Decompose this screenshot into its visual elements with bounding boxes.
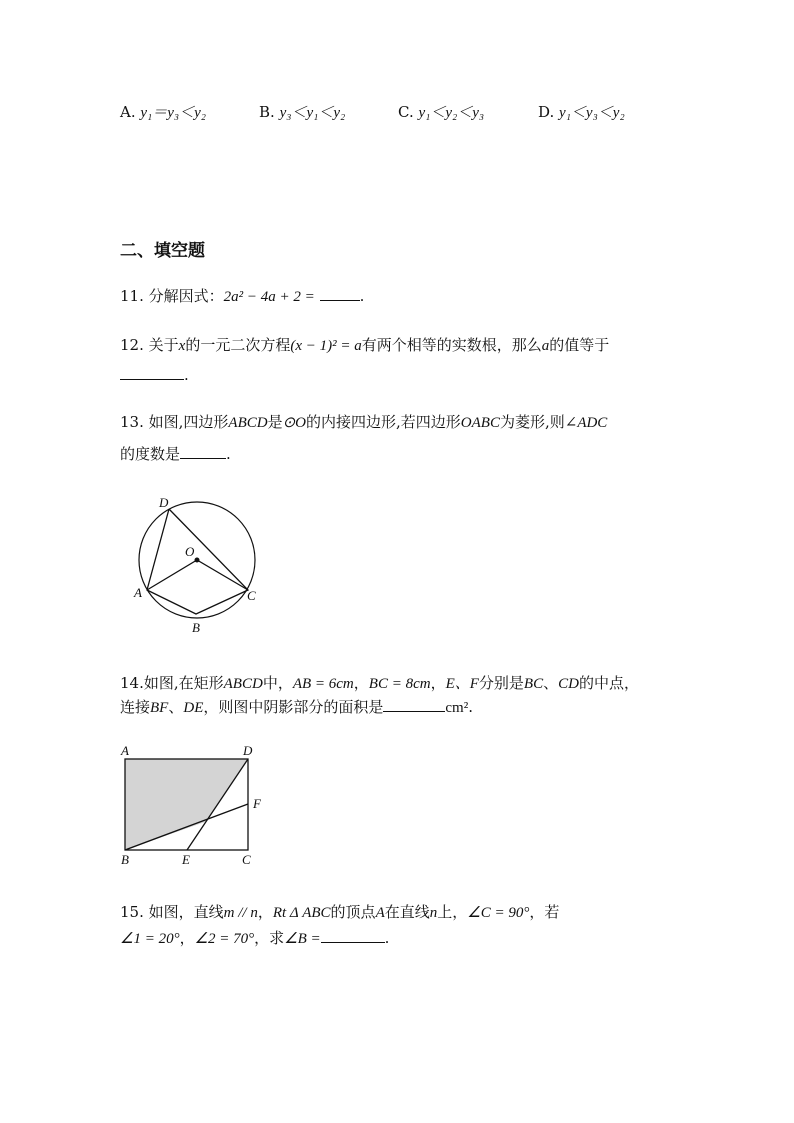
- section-title: 二、填空题: [120, 241, 205, 261]
- question-11: 11. 分解因式：2a² − 4a + 2 = .: [120, 287, 365, 305]
- center-point-o: [195, 558, 200, 563]
- answer-blank-14[interactable]: [383, 711, 445, 712]
- label-d: D: [159, 495, 169, 510]
- question-13: 13. 如图,四边形ABCD是⊙O的内接四边形,若四边形OABC为菱形,则∠ADC: [120, 413, 608, 431]
- label-d: D: [243, 743, 253, 758]
- label-o: O: [185, 544, 195, 559]
- answer-blank-13[interactable]: [180, 458, 226, 459]
- label-b: B: [121, 852, 129, 867]
- question-12: 12. 关于x的一元二次方程(x − 1)² = a有两个相等的实数根，那么a的值等于: [120, 336, 610, 354]
- shaded-region: [125, 759, 248, 850]
- option-a: A. y₁＝y₃＜y₂: [120, 103, 207, 121]
- question-12-line2: .: [120, 366, 189, 384]
- option-b: B. y₃＜y₁＜y₂: [259, 103, 346, 121]
- question-14-line2: 连接BF、DE，则图中阴影部分的面积是 cm².: [120, 698, 473, 716]
- label-e: E: [182, 852, 190, 867]
- figure-14-rectangle: [112, 740, 272, 868]
- answer-blank-15[interactable]: [321, 942, 385, 943]
- question-14: 14.如图,在矩形ABCD中，AB = 6cm，BC = 8cm，E、F分别是BC、CD的中点，: [120, 674, 639, 692]
- answer-blank-11[interactable]: [320, 300, 360, 301]
- label-c: C: [247, 588, 256, 603]
- option-c: C. y₁＜y₂＜y₃: [398, 103, 485, 121]
- label-a: A: [121, 743, 129, 758]
- question-15: 15. 如图，直线m // n，Rt Δ ABC的顶点A在直线n上，∠C = 90°，若: [120, 903, 560, 921]
- label-b: B: [192, 620, 200, 635]
- answer-blank-12[interactable]: [120, 379, 184, 380]
- figure-13-circle-quadrilateral: [125, 490, 275, 640]
- label-a: A: [134, 585, 142, 600]
- question-13-line2: 的度数是 .: [120, 445, 231, 463]
- option-d: D. y₁＜y₃＜y₂: [538, 103, 625, 121]
- label-c: C: [242, 852, 251, 867]
- question-15-line2: ∠1 = 20°，∠2 = 70°，求∠B = .: [120, 929, 390, 947]
- label-f: F: [253, 796, 261, 811]
